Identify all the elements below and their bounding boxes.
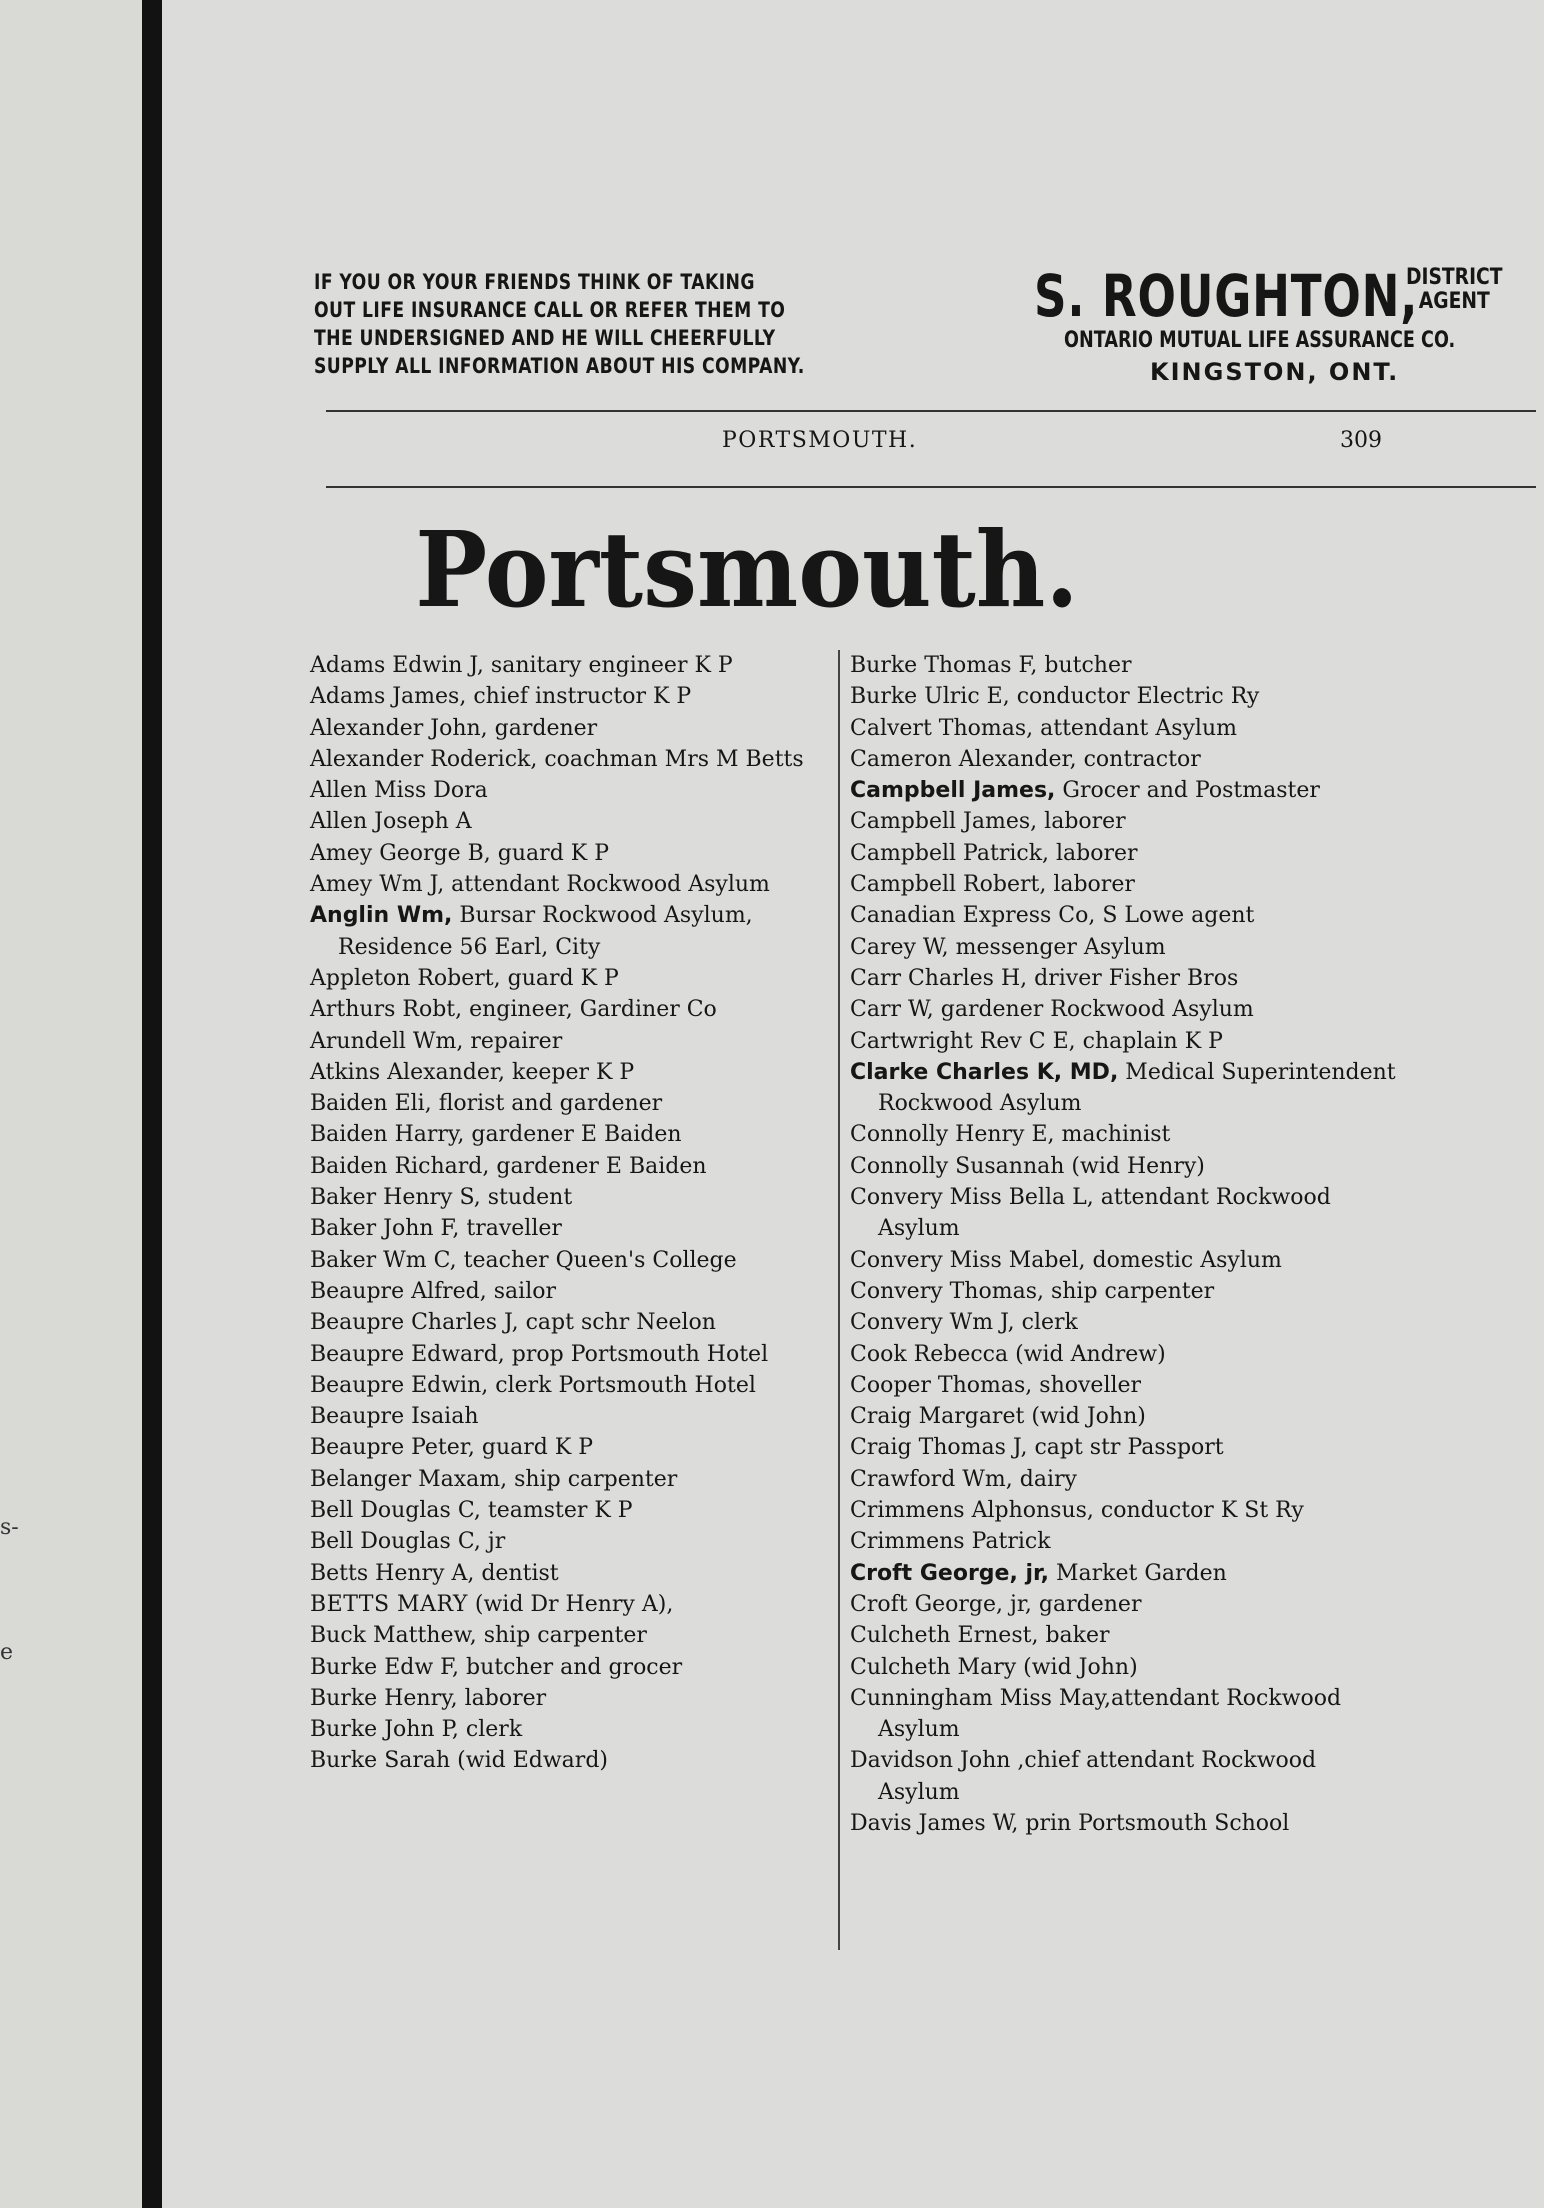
entry-details: gardener Rockwood Asylum (933, 997, 1254, 1023)
directory-entry (310, 963, 840, 994)
entry-details: (wid John) (1024, 1404, 1146, 1430)
directory-entry (310, 1683, 840, 1714)
entry-details: chaplain K P (1075, 1028, 1223, 1054)
header-rule (326, 410, 1536, 412)
entry-details: guard K P (500, 965, 619, 991)
entry-name: Allen Miss Dora (310, 778, 488, 804)
entry-details: attendant Asylum (1033, 715, 1237, 741)
directory-entry (310, 806, 840, 837)
entry-name: Allen Joseph A (310, 809, 472, 835)
entry-details: clerk (1014, 1310, 1078, 1336)
entry-name: Burke John P, (310, 1717, 459, 1743)
directory-entry (310, 1057, 840, 1088)
entry-name: Appleton Robert, (310, 965, 501, 991)
directory-entry (850, 1370, 1400, 1401)
directory-entry (850, 1057, 1400, 1120)
entry-name: Bell Douglas C, (310, 1498, 481, 1524)
entry-details: Market Garden (1049, 1560, 1227, 1586)
directory-entry (850, 775, 1400, 806)
directory-entry (310, 900, 840, 963)
entry-name: Baker John F, (310, 1216, 460, 1242)
entry-details: ship carpenter (1043, 1278, 1215, 1304)
directory-entry (850, 713, 1400, 744)
entry-name: Canadian Express Co, (850, 903, 1096, 929)
ad-text (314, 268, 805, 380)
directory-entry (310, 744, 840, 775)
directory-entry (850, 681, 1400, 712)
entry-name: Baker Henry S, (310, 1185, 481, 1211)
entry-details: ,chief attendant Rockwood Asylum (878, 1748, 1317, 1805)
entry-details: Medical Superintendent Rockwood Asylum (878, 1059, 1396, 1117)
adjacent-page-mark: s- (0, 1515, 19, 1540)
entry-details: contractor (1076, 746, 1201, 772)
directory-entry (310, 1714, 840, 1745)
ad-line: OUT LIFE INSURANCE CALL OR REFER THEM TO (314, 298, 786, 322)
entry-details: prin Portsmouth School (1018, 1810, 1290, 1836)
directory-entry (310, 681, 840, 712)
entry-details: coachman Mrs M Betts (537, 746, 804, 772)
directory-entry (850, 1307, 1400, 1338)
entry-name: Adams James, (310, 684, 467, 710)
entry-name: Burke Thomas F, (850, 653, 1038, 678)
entry-details: butcher (1037, 653, 1132, 678)
directory-entry (850, 1745, 1400, 1808)
entry-details: laborer (1037, 809, 1126, 835)
entry-details: laborer (1046, 872, 1135, 898)
entry-name: Alexander Roderick, (310, 746, 538, 772)
directory-entry (850, 1276, 1400, 1307)
directory-entry (310, 1088, 840, 1119)
entry-details: messenger Asylum (948, 934, 1166, 960)
entry-name: Burke Henry, (310, 1685, 458, 1711)
ad-line: THE UNDERSIGNED AND HE WILL CHEERFULLY (314, 326, 776, 350)
directory-entry (850, 932, 1400, 963)
directory-entry (310, 1213, 840, 1244)
directory-entry (310, 775, 840, 806)
directory-entry (310, 1245, 840, 1276)
directory-entry (850, 963, 1400, 994)
entry-name: Croft George, jr, (850, 1560, 1049, 1586)
directory-entry (310, 1526, 840, 1557)
entry-name: Bell Douglas C, (310, 1529, 481, 1555)
entry-name: Burke Edw F, (310, 1654, 459, 1680)
entry-details: (wid Dr Henry A), (467, 1591, 674, 1617)
agent-name: S. ROUGHTON, (1034, 262, 1419, 330)
entry-name: Cook Rebecca (850, 1341, 1009, 1367)
entry-details: attendant Rockwood Asylum (878, 1685, 1342, 1743)
directory-entry (850, 1119, 1400, 1150)
entry-name: Davis James W, (850, 1810, 1019, 1836)
entry-name: Burke Ulric E, (850, 684, 1010, 710)
directory-entry (850, 650, 1400, 681)
entry-details: driver Fisher Bros (1027, 965, 1239, 991)
entry-details: sanitary engineer K P (483, 653, 733, 678)
directory-entry (850, 1151, 1400, 1182)
directory-entry (310, 869, 840, 900)
directory-entry (850, 1808, 1400, 1839)
directory-entry (850, 1182, 1400, 1245)
entry-name: Convery Thomas, (850, 1278, 1044, 1304)
ad-line: SUPPLY ALL INFORMATION ABOUT HIS COMPANY. (314, 354, 805, 378)
directory-entry (850, 1432, 1400, 1463)
directory-entry (310, 1119, 840, 1150)
entry-name: Baiden Eli, (310, 1091, 432, 1117)
entry-name: Carr W, (850, 997, 934, 1023)
directory-entry (310, 1151, 840, 1182)
entry-name: Crimmens Patrick (850, 1529, 1051, 1555)
entry-name: Burke Sarah (310, 1748, 451, 1774)
directory-entry (850, 1339, 1400, 1370)
entry-details: S Lowe agent (1095, 903, 1255, 929)
directory-entry (310, 1432, 840, 1463)
directory-column-left (310, 650, 840, 1777)
entry-name: Cooper Thomas, (850, 1372, 1033, 1398)
entry-name: Campbell Patrick, (850, 840, 1050, 866)
entry-name: Baiden Richard, (310, 1153, 490, 1179)
directory-entry (850, 1558, 1400, 1589)
entry-name: Beaupre Edward, (310, 1341, 505, 1367)
entry-name: Beaupre Charles J, (310, 1310, 519, 1336)
entry-details: butcher and grocer (459, 1654, 683, 1680)
directory-entry (310, 1745, 840, 1776)
entry-details: guard K P (474, 1435, 594, 1461)
directory-entry (850, 1245, 1400, 1276)
directory-entry (310, 1401, 840, 1432)
entry-details: laborer (1049, 840, 1138, 866)
directory-entry (850, 869, 1400, 900)
entry-details: machinist (1054, 1122, 1171, 1148)
directory-entry (310, 1370, 840, 1401)
entry-name: Arthurs Robt, (310, 997, 463, 1023)
directory-page (162, 0, 1544, 2208)
entry-details: gardener (487, 715, 598, 741)
entry-name: Culcheth Mary (850, 1654, 1017, 1680)
entry-details: clerk (458, 1717, 523, 1743)
entry-details: sailor (486, 1278, 556, 1304)
entry-name: Carey W, (850, 934, 949, 960)
agent-title (1382, 266, 1527, 314)
entry-name: Convery Miss Bella L, (850, 1185, 1094, 1211)
entry-details: (wid Edward) (450, 1748, 608, 1774)
entry-details: engineer, Gardiner Co (462, 997, 717, 1023)
entry-details: chief instructor K P (466, 684, 692, 710)
entry-details: capt str Passport (1027, 1435, 1224, 1461)
entry-name: Campbell James, (850, 778, 1056, 804)
entry-name: Alexander John, (310, 715, 488, 741)
ad-company: ONTARIO MUTUAL LIFE ASSURANCE CO. (1064, 328, 1456, 353)
entry-name: Beaupre Isaiah (310, 1404, 479, 1430)
entry-name: Betts Henry A, (310, 1560, 475, 1586)
directory-entry (850, 1620, 1400, 1651)
entry-name: Atkins Alexander, (310, 1059, 505, 1085)
entry-name: Beaupre Peter, (310, 1435, 475, 1461)
directory-entry (850, 1526, 1400, 1557)
entry-name: Amey George B, (310, 840, 491, 866)
entry-name: Clarke Charles K, MD, (850, 1059, 1119, 1085)
directory-entry (310, 1620, 840, 1651)
entry-name: Crawford Wm, (850, 1466, 1013, 1492)
directory-entry (310, 994, 840, 1025)
directory-entry (850, 1026, 1400, 1057)
entry-name: Campbell Robert, (850, 872, 1047, 898)
directory-column-right (850, 650, 1400, 1839)
directory-entry (310, 1339, 840, 1370)
entry-details: guard K P (490, 840, 609, 866)
entry-name: Convery Wm J, (850, 1310, 1015, 1336)
entry-name: Baker Wm C, (310, 1247, 457, 1273)
entry-details: traveller (459, 1216, 562, 1242)
directory-entry (310, 1495, 840, 1526)
header-rule (326, 486, 1536, 488)
entry-details: repairer (463, 1028, 563, 1054)
agent-title-line: AGENT (1418, 289, 1490, 314)
entry-details: attendant Rockwood Asylum (878, 1185, 1331, 1242)
entry-name: Campbell James, (850, 809, 1038, 835)
entry-details: gardener (1031, 1591, 1142, 1617)
entry-name: Connolly Henry E, (850, 1122, 1055, 1148)
entry-name: Buck Matthew, (310, 1623, 477, 1649)
entry-name: Baiden Harry, (310, 1122, 465, 1148)
book-gutter (142, 0, 162, 2208)
directory-entry (850, 1652, 1400, 1683)
directory-entry (310, 1558, 840, 1589)
directory-entry (310, 650, 840, 681)
directory-entry (310, 1026, 840, 1057)
directory-entry (850, 994, 1400, 1025)
entry-name: Arundell Wm, (310, 1028, 464, 1054)
page-title: Portsmouth. (415, 508, 1079, 631)
entry-name: Craig Margaret (850, 1404, 1025, 1430)
entry-details: domestic Asylum (1085, 1247, 1282, 1273)
directory-entry (310, 1182, 840, 1213)
entry-details: dairy (1012, 1466, 1077, 1492)
entry-details: florist and gardener (431, 1091, 663, 1117)
entry-name: Crimmens Alphonsus, (850, 1498, 1094, 1524)
directory-entry (850, 806, 1400, 837)
entry-details: (wid Andrew) (1008, 1341, 1166, 1367)
adjacent-page-strip (0, 0, 142, 2208)
directory-entry (310, 1307, 840, 1338)
entry-details: conductor K St Ry (1093, 1498, 1304, 1524)
entry-name: Croft George, jr, (850, 1591, 1032, 1617)
entry-details: capt schr Neelon (518, 1310, 716, 1336)
entry-details: jr (480, 1529, 506, 1555)
entry-name: Cunningham Miss May, (850, 1685, 1112, 1711)
page-number: 309 (1340, 428, 1382, 453)
entry-details: laborer (457, 1685, 547, 1711)
entry-name: Adams Edwin J, (310, 653, 484, 678)
entry-details: Grocer and Postmaster (1055, 778, 1320, 804)
entry-name: Cameron Alexander, (850, 746, 1077, 772)
entry-name: Connolly Susannah (850, 1153, 1065, 1179)
entry-details: prop Portsmouth Hotel (504, 1341, 769, 1367)
entry-details: dentist (474, 1560, 559, 1586)
entry-details: teacher Queen's College (456, 1247, 737, 1273)
directory-entry (310, 1464, 840, 1495)
entry-details: Bursar Rockwood Asylum, Residence 56 Earl, City (338, 903, 753, 960)
entry-details: clerk Portsmouth Hotel (488, 1372, 756, 1398)
directory-entry (850, 1495, 1400, 1526)
running-head: PORTSMOUTH. (722, 428, 918, 453)
directory-entry (850, 900, 1400, 931)
directory-entry (850, 1683, 1400, 1746)
entry-details: baker (1038, 1623, 1110, 1649)
directory-entry (850, 1589, 1400, 1620)
entry-name: Beaupre Edwin, (310, 1372, 489, 1398)
column-divider (838, 650, 840, 1950)
directory-entry (310, 1276, 840, 1307)
entry-details: gardener E Baiden (489, 1153, 707, 1179)
directory-entry (310, 713, 840, 744)
entry-name: Beaupre Alfred, (310, 1278, 487, 1304)
directory-entry (850, 1464, 1400, 1495)
entry-details: teamster K P (480, 1498, 633, 1524)
entry-name: Amey Wm J, (310, 872, 445, 898)
entry-name: BETTS MARY (310, 1591, 468, 1617)
ad-location: KINGSTON, ONT. (1150, 358, 1400, 386)
entry-details: ship carpenter (476, 1623, 647, 1649)
ad-line: IF YOU OR YOUR FRIENDS THINK OF TAKING (314, 270, 755, 294)
entry-name: Davidson John (850, 1748, 1011, 1774)
advertisement (314, 262, 1514, 392)
entry-name: Carr Charles H, (850, 965, 1028, 991)
directory-entry (850, 1401, 1400, 1432)
entry-name: Belanger Maxam, (310, 1466, 508, 1492)
directory-entry (310, 1589, 840, 1620)
directory-entry (310, 1652, 840, 1683)
directory-entry (850, 744, 1400, 775)
entry-details: student (480, 1185, 573, 1211)
entry-name: Culcheth Ernest, (850, 1623, 1039, 1649)
entry-details: keeper K P (505, 1059, 635, 1085)
directory-entry (310, 838, 840, 869)
entry-details: ship carpenter (507, 1466, 678, 1492)
adjacent-page-mark: e (0, 1640, 14, 1665)
entry-details: gardener E Baiden (464, 1122, 682, 1148)
entry-name: Anglin Wm, (310, 903, 453, 929)
entry-details: (wid Henry) (1064, 1153, 1205, 1179)
entry-name: Calvert Thomas, (850, 715, 1034, 741)
entry-name: Convery Miss Mabel, (850, 1247, 1086, 1273)
agent-title-line: DISTRICT (1405, 265, 1503, 290)
entry-details: shoveller (1032, 1372, 1142, 1398)
directory-entry (850, 838, 1400, 869)
entry-details: conductor Electric Ry (1009, 684, 1260, 710)
entry-details: attendant Rockwood Asylum (444, 872, 770, 898)
entry-name: Cartwright Rev C E, (850, 1028, 1076, 1054)
entry-name: Craig Thomas J, (850, 1435, 1028, 1461)
entry-details: (wid John) (1016, 1654, 1138, 1680)
